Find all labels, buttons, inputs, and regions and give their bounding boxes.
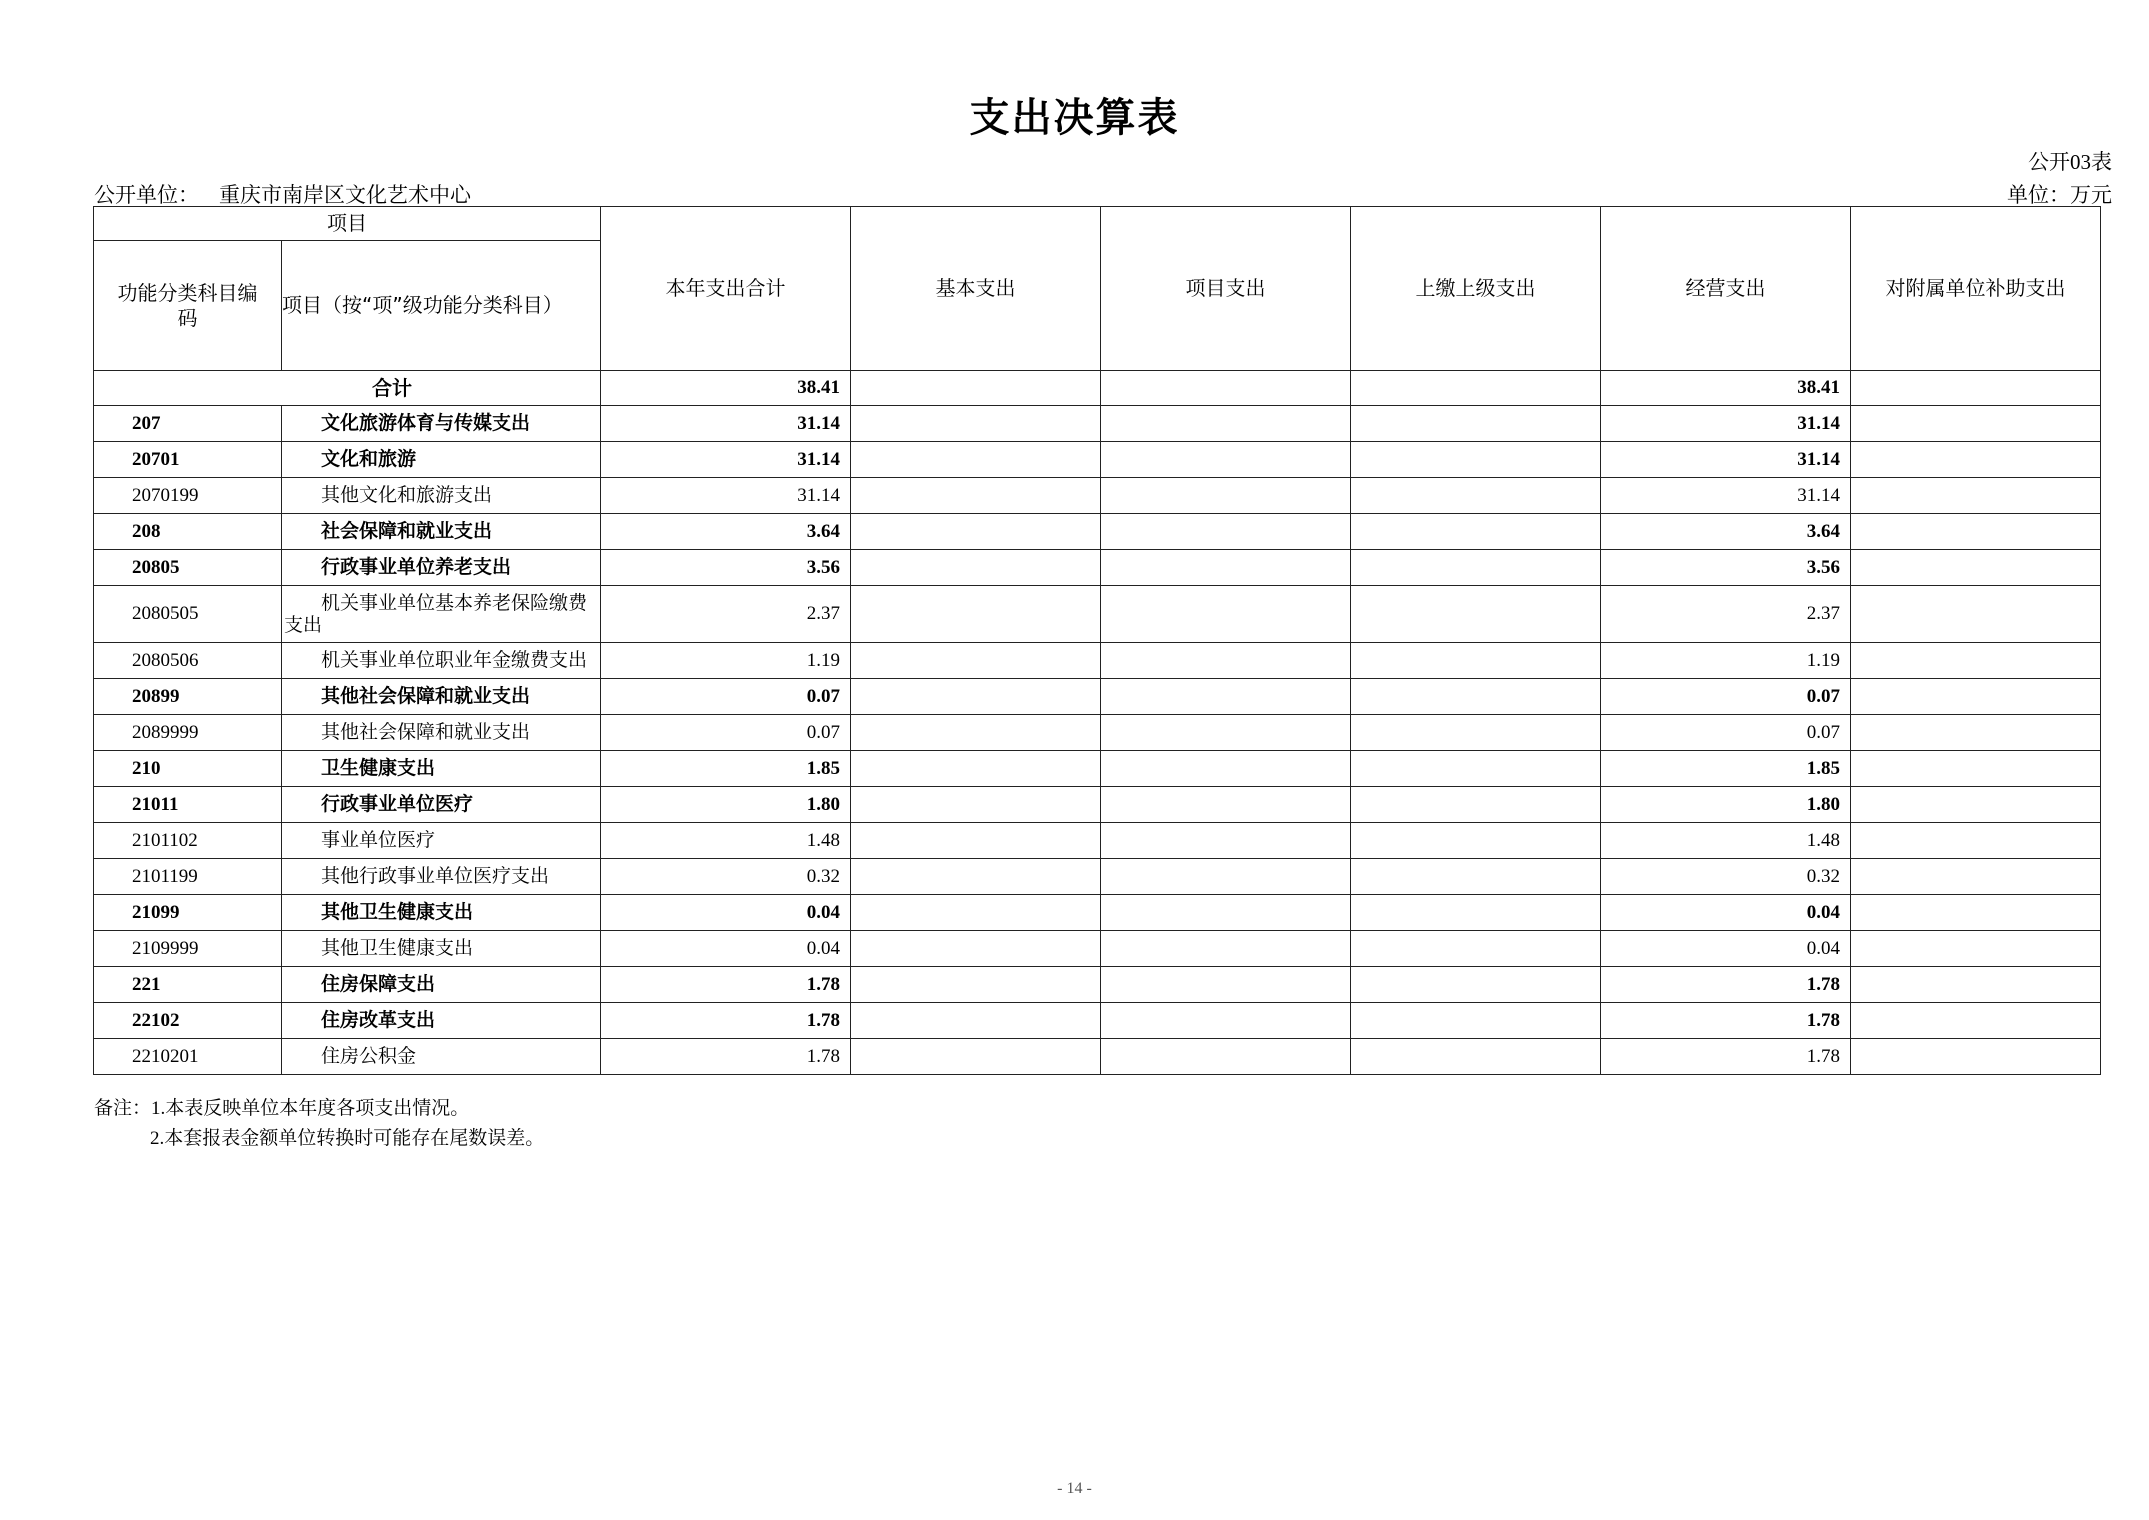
row-operating: 1.48 (1601, 823, 1851, 859)
row-name: 其他卫生健康支出 (282, 931, 601, 967)
cell-upper (1351, 371, 1601, 406)
cell-upper (1351, 931, 1601, 967)
table-row (94, 715, 2101, 751)
cell-upper (1351, 406, 1601, 442)
cell-project (1101, 751, 1351, 787)
row-code: 2101199 (94, 859, 282, 895)
table-row (94, 895, 2101, 931)
row-name: 卫生健康支出 (282, 751, 601, 787)
row-operating: 1.19 (1601, 643, 1851, 679)
cell-subsidy (1851, 586, 2101, 643)
cell-upper (1351, 967, 1601, 1003)
row-name: 住房公积金 (282, 1039, 601, 1075)
cell-basic (851, 895, 1101, 931)
cell-basic (851, 406, 1101, 442)
cell-basic (851, 1003, 1101, 1039)
cell-project (1101, 931, 1351, 967)
cell-project (1101, 478, 1351, 514)
table-row (94, 1039, 2101, 1075)
total-operating: 38.41 (1601, 371, 1851, 406)
row-name: 行政事业单位养老支出 (282, 550, 601, 586)
cell-subsidy (1851, 787, 2101, 823)
cell-project (1101, 406, 1351, 442)
cell-project (1101, 514, 1351, 550)
cell-basic (851, 679, 1101, 715)
cell-subsidy (1851, 1003, 2101, 1039)
table-row (94, 478, 2101, 514)
table-row (94, 679, 2101, 715)
row-name: 其他社会保障和就业支出 (282, 715, 601, 751)
cell-upper (1351, 823, 1601, 859)
row-operating: 31.14 (1601, 442, 1851, 478)
unit-prefix: 公开单位： (94, 183, 199, 207)
cell-subsidy (1851, 967, 2101, 1003)
cell-project (1101, 859, 1351, 895)
cell-upper (1351, 751, 1601, 787)
row-total: 3.56 (601, 550, 851, 586)
row-operating: 1.78 (1601, 967, 1851, 1003)
cell-basic (851, 931, 1101, 967)
table-row (94, 442, 2101, 478)
cell-upper (1351, 787, 1601, 823)
row-total: 31.14 (601, 478, 851, 514)
cell-project (1101, 586, 1351, 643)
row-operating: 1.85 (1601, 751, 1851, 787)
header-operating: 经营支出 (1601, 207, 1851, 371)
note-1: 备注：1.本表反映单位本年度各项支出情况。 (94, 1098, 470, 1119)
row-total: 0.04 (601, 931, 851, 967)
cell-subsidy (1851, 478, 2101, 514)
row-code: 207 (94, 406, 282, 442)
row-code: 221 (94, 967, 282, 1003)
cell-upper (1351, 550, 1601, 586)
cell-project (1101, 787, 1351, 823)
row-name: 其他卫生健康支出 (282, 895, 601, 931)
cell-upper (1351, 679, 1601, 715)
row-total: 0.04 (601, 895, 851, 931)
row-operating: 0.04 (1601, 931, 1851, 967)
row-code: 2101102 (94, 823, 282, 859)
note-2: 2.本套报表金额单位转换时可能存在尾数误差。 (150, 1128, 545, 1149)
table-row (94, 550, 2101, 586)
page-title: 支出决算表 (969, 95, 1180, 141)
table-row (94, 514, 2101, 550)
row-total: 3.64 (601, 514, 851, 550)
cell-subsidy (1851, 931, 2101, 967)
header-project: 项目支出 (1101, 207, 1351, 371)
cell-upper (1351, 442, 1601, 478)
table-row (94, 787, 2101, 823)
cell-upper (1351, 859, 1601, 895)
header-item: 项目 (94, 207, 601, 241)
header-code: 功能分类科目编码 (94, 241, 282, 371)
row-operating: 0.04 (1601, 895, 1851, 931)
row-name: 其他社会保障和就业支出 (282, 679, 601, 715)
cell-subsidy (1851, 643, 2101, 679)
cell-subsidy (1851, 406, 2101, 442)
row-operating: 31.14 (1601, 478, 1851, 514)
expenditure-table (93, 206, 2101, 1075)
row-total: 0.07 (601, 715, 851, 751)
cell-subsidy (1851, 751, 2101, 787)
cell-basic (851, 967, 1101, 1003)
row-code: 2080506 (94, 643, 282, 679)
reporting-unit (94, 179, 471, 209)
table-row (94, 931, 2101, 967)
row-total: 0.32 (601, 859, 851, 895)
cell-subsidy (1851, 1039, 2101, 1075)
cell-upper (1351, 1003, 1601, 1039)
cell-project (1101, 895, 1351, 931)
cell-basic (851, 751, 1101, 787)
cell-basic (851, 550, 1101, 586)
header-name: 项目（按“项”级功能分类科目） (282, 241, 601, 371)
row-total: 1.19 (601, 643, 851, 679)
row-name: 住房保障支出 (282, 967, 601, 1003)
table-row (94, 751, 2101, 787)
total-amount: 38.41 (601, 371, 851, 406)
cell-upper (1351, 478, 1601, 514)
cell-basic (851, 442, 1101, 478)
cell-subsidy (1851, 371, 2101, 406)
row-operating: 3.64 (1601, 514, 1851, 550)
cell-project (1101, 823, 1351, 859)
row-code: 2080505 (94, 586, 282, 643)
row-code: 208 (94, 514, 282, 550)
row-operating: 3.56 (1601, 550, 1851, 586)
cell-project (1101, 679, 1351, 715)
table-row (94, 586, 2101, 643)
cell-subsidy (1851, 442, 2101, 478)
row-operating: 0.07 (1601, 715, 1851, 751)
header-upper: 上缴上级支出 (1351, 207, 1601, 371)
row-operating: 0.07 (1601, 679, 1851, 715)
cell-basic (851, 823, 1101, 859)
row-code: 2109999 (94, 931, 282, 967)
row-code: 2089999 (94, 715, 282, 751)
row-total: 2.37 (601, 586, 851, 643)
row-total: 31.14 (601, 406, 851, 442)
table-row (94, 1003, 2101, 1039)
header-subsidy: 对附属单位补助支出 (1851, 207, 2101, 371)
row-operating: 1.80 (1601, 787, 1851, 823)
cell-project (1101, 1039, 1351, 1075)
row-total: 1.78 (601, 1003, 851, 1039)
row-total: 31.14 (601, 442, 851, 478)
row-code: 21099 (94, 895, 282, 931)
table-row (94, 859, 2101, 895)
form-number: 公开03表 (2028, 150, 2112, 174)
row-code: 20701 (94, 442, 282, 478)
cell-subsidy (1851, 550, 2101, 586)
total-row (94, 371, 2101, 406)
row-operating: 0.32 (1601, 859, 1851, 895)
total-label: 合计 (94, 371, 601, 406)
cell-upper (1351, 643, 1601, 679)
table-body (94, 371, 2101, 1075)
cell-basic (851, 586, 1101, 643)
row-name: 行政事业单位医疗 (282, 787, 601, 823)
cell-project (1101, 643, 1351, 679)
row-total: 1.78 (601, 967, 851, 1003)
cell-project (1101, 715, 1351, 751)
row-total: 1.78 (601, 1039, 851, 1075)
row-operating: 2.37 (1601, 586, 1851, 643)
row-code: 2070199 (94, 478, 282, 514)
cell-upper (1351, 895, 1601, 931)
row-total: 0.07 (601, 679, 851, 715)
row-code: 20899 (94, 679, 282, 715)
cell-subsidy (1851, 859, 2101, 895)
page-number: - 14 - (1057, 1480, 1092, 1497)
row-operating: 31.14 (1601, 406, 1851, 442)
cell-basic (851, 787, 1101, 823)
cell-basic (851, 371, 1101, 406)
cell-project (1101, 442, 1351, 478)
row-code: 2210201 (94, 1039, 282, 1075)
cell-subsidy (1851, 895, 2101, 931)
notes (94, 1094, 544, 1154)
table-row (94, 967, 2101, 1003)
table-row (94, 643, 2101, 679)
cell-project (1101, 967, 1351, 1003)
header-basic: 基本支出 (851, 207, 1101, 371)
cell-project (1101, 1003, 1351, 1039)
cell-upper (1351, 514, 1601, 550)
cell-basic (851, 514, 1101, 550)
cell-subsidy (1851, 715, 2101, 751)
row-code: 21011 (94, 787, 282, 823)
row-code: 210 (94, 751, 282, 787)
cell-upper (1351, 1039, 1601, 1075)
row-name: 机关事业单位基本养老保险缴费支出 (282, 586, 601, 643)
row-code: 22102 (94, 1003, 282, 1039)
row-total: 1.85 (601, 751, 851, 787)
row-total: 1.48 (601, 823, 851, 859)
row-operating: 1.78 (1601, 1039, 1851, 1075)
cell-basic (851, 478, 1101, 514)
row-name: 文化旅游体育与传媒支出 (282, 406, 601, 442)
cell-subsidy (1851, 514, 2101, 550)
row-name: 文化和旅游 (282, 442, 601, 478)
cell-upper (1351, 715, 1601, 751)
cell-upper (1351, 586, 1601, 643)
row-name: 机关事业单位职业年金缴费支出 (282, 643, 601, 679)
cell-basic (851, 715, 1101, 751)
row-name: 社会保障和就业支出 (282, 514, 601, 550)
table-row (94, 823, 2101, 859)
row-name: 住房改革支出 (282, 1003, 601, 1039)
header-total: 本年支出合计 (601, 207, 851, 371)
cell-subsidy (1851, 823, 2101, 859)
row-name: 事业单位医疗 (282, 823, 601, 859)
cell-basic (851, 1039, 1101, 1075)
row-total: 1.80 (601, 787, 851, 823)
row-operating: 1.78 (1601, 1003, 1851, 1039)
row-name: 其他行政事业单位医疗支出 (282, 859, 601, 895)
cell-project (1101, 550, 1351, 586)
cell-project (1101, 371, 1351, 406)
row-code: 20805 (94, 550, 282, 586)
row-name: 其他文化和旅游支出 (282, 478, 601, 514)
cell-basic (851, 643, 1101, 679)
organization-name: 重庆市南岸区文化艺术中心 (219, 183, 471, 207)
table-row (94, 406, 2101, 442)
money-unit: 单位：万元 (2007, 183, 2112, 207)
cell-basic (851, 859, 1101, 895)
cell-subsidy (1851, 679, 2101, 715)
